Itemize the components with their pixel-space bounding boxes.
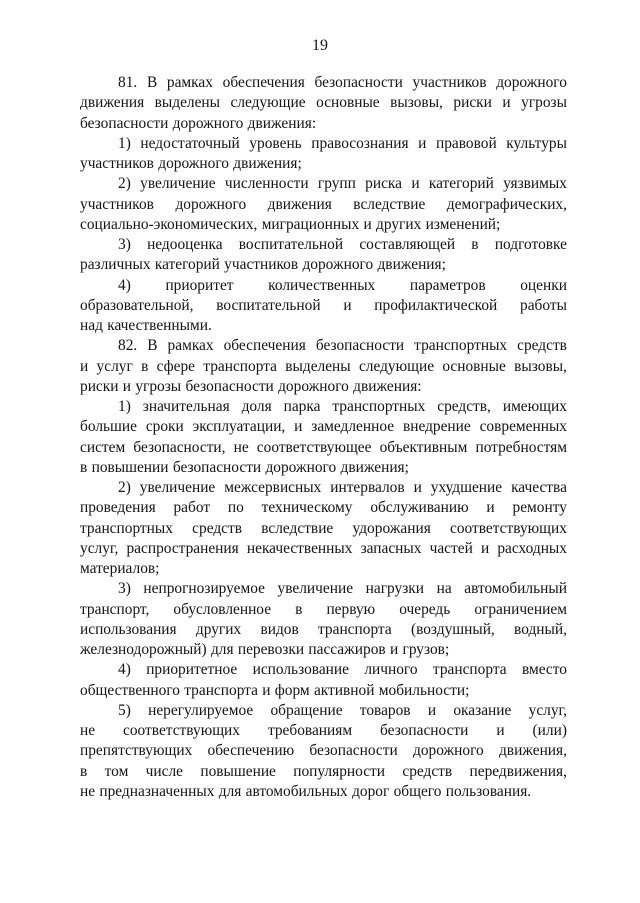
text-line: 2) увеличение численности групп риска и категорий уязвимых xyxy=(118,175,567,193)
text-line: материалов; xyxy=(80,560,160,577)
text-line: образовательной, воспитательной и профилактической работы xyxy=(80,296,567,314)
text-line: 81. В рамках обеспечения безопасности участников дорожного xyxy=(118,74,567,91)
text-line: и услуг в сфере транспорта выделены следующие основные вызовы, xyxy=(80,357,567,375)
text-line: движения выделены следующие основные вызовы, риски и угрозы xyxy=(80,94,567,112)
text-line: различных категорий участников дорожного движения; xyxy=(80,256,446,274)
text-line: транспортных средств вследствие удорожания соответствующих xyxy=(80,519,567,537)
text-line: 3) непрогнозируемое увеличение нагрузки на автомобильный xyxy=(118,580,567,598)
text-line: использования других видов транспорта (воздушный, водный, xyxy=(80,620,567,638)
text-line: услуг, распространения некачественных запасных частей и расходных xyxy=(80,539,567,557)
text-line: 1) недостаточный уровень правосознания и правовой культуры xyxy=(118,134,567,152)
text-line: препятствующих обеспечению безопасности дорожного движения, xyxy=(80,742,567,760)
text-line: 1) значительная доля парка транспортных средств, имеющих xyxy=(118,398,567,415)
text-line: в том числе повышение популярности средств передвижения, xyxy=(80,762,567,780)
text-line: проведения работ по техническому обслуживанию и ремонту xyxy=(80,499,567,517)
document-body xyxy=(80,73,567,802)
text-line: не предназначенных для автомобильных дорог общего пользования. xyxy=(80,782,532,800)
text-line: систем безопасности, не соответствующее объективным потребностям xyxy=(80,438,567,456)
text-line: в повышении безопасности дорожного движения; xyxy=(80,458,409,476)
text-line: железнодорожный) для перевозки пассажиров и грузов; xyxy=(80,641,450,658)
text-line: безопасности дорожного движения: xyxy=(80,114,317,132)
text-line: социально-экономических, миграционных и других изменений; xyxy=(80,215,501,233)
text-line: 4) приоритет количественных параметров оценки xyxy=(118,276,567,294)
text-line: большие сроки эксплуатации, и замедленное внедрение современных xyxy=(80,418,567,436)
page-number: 19 xyxy=(312,37,328,54)
text-line: общественного транспорта и форм активной мобильности; xyxy=(80,681,470,699)
text-line: 2) увеличение межсервисных интервалов и ухудшение качества xyxy=(118,479,567,496)
text-line: 82. В рамках обеспечения безопасности транспортных средств xyxy=(118,337,567,355)
text-line: 3) недооценка воспитательной составляющей в подготовке xyxy=(118,236,567,253)
text-line: участников дорожного движения; xyxy=(80,155,302,172)
text-line: 4) приоритетное использование личного транспорта вместо xyxy=(118,661,567,679)
text-line: над качественными. xyxy=(80,317,212,334)
text-line: 5) нерегулируемое обращение товаров и оказание услуг, xyxy=(118,701,567,719)
text-line: участников дорожного движения вследствие демографических, xyxy=(80,195,567,213)
text-line: транспорт, обусловленное в первую очередь ограничением xyxy=(80,600,567,618)
text-line: не соответствующих требованиям безопасности и (или) xyxy=(80,722,567,739)
text-line: риски и угрозы безопасности дорожного движения: xyxy=(80,377,422,395)
